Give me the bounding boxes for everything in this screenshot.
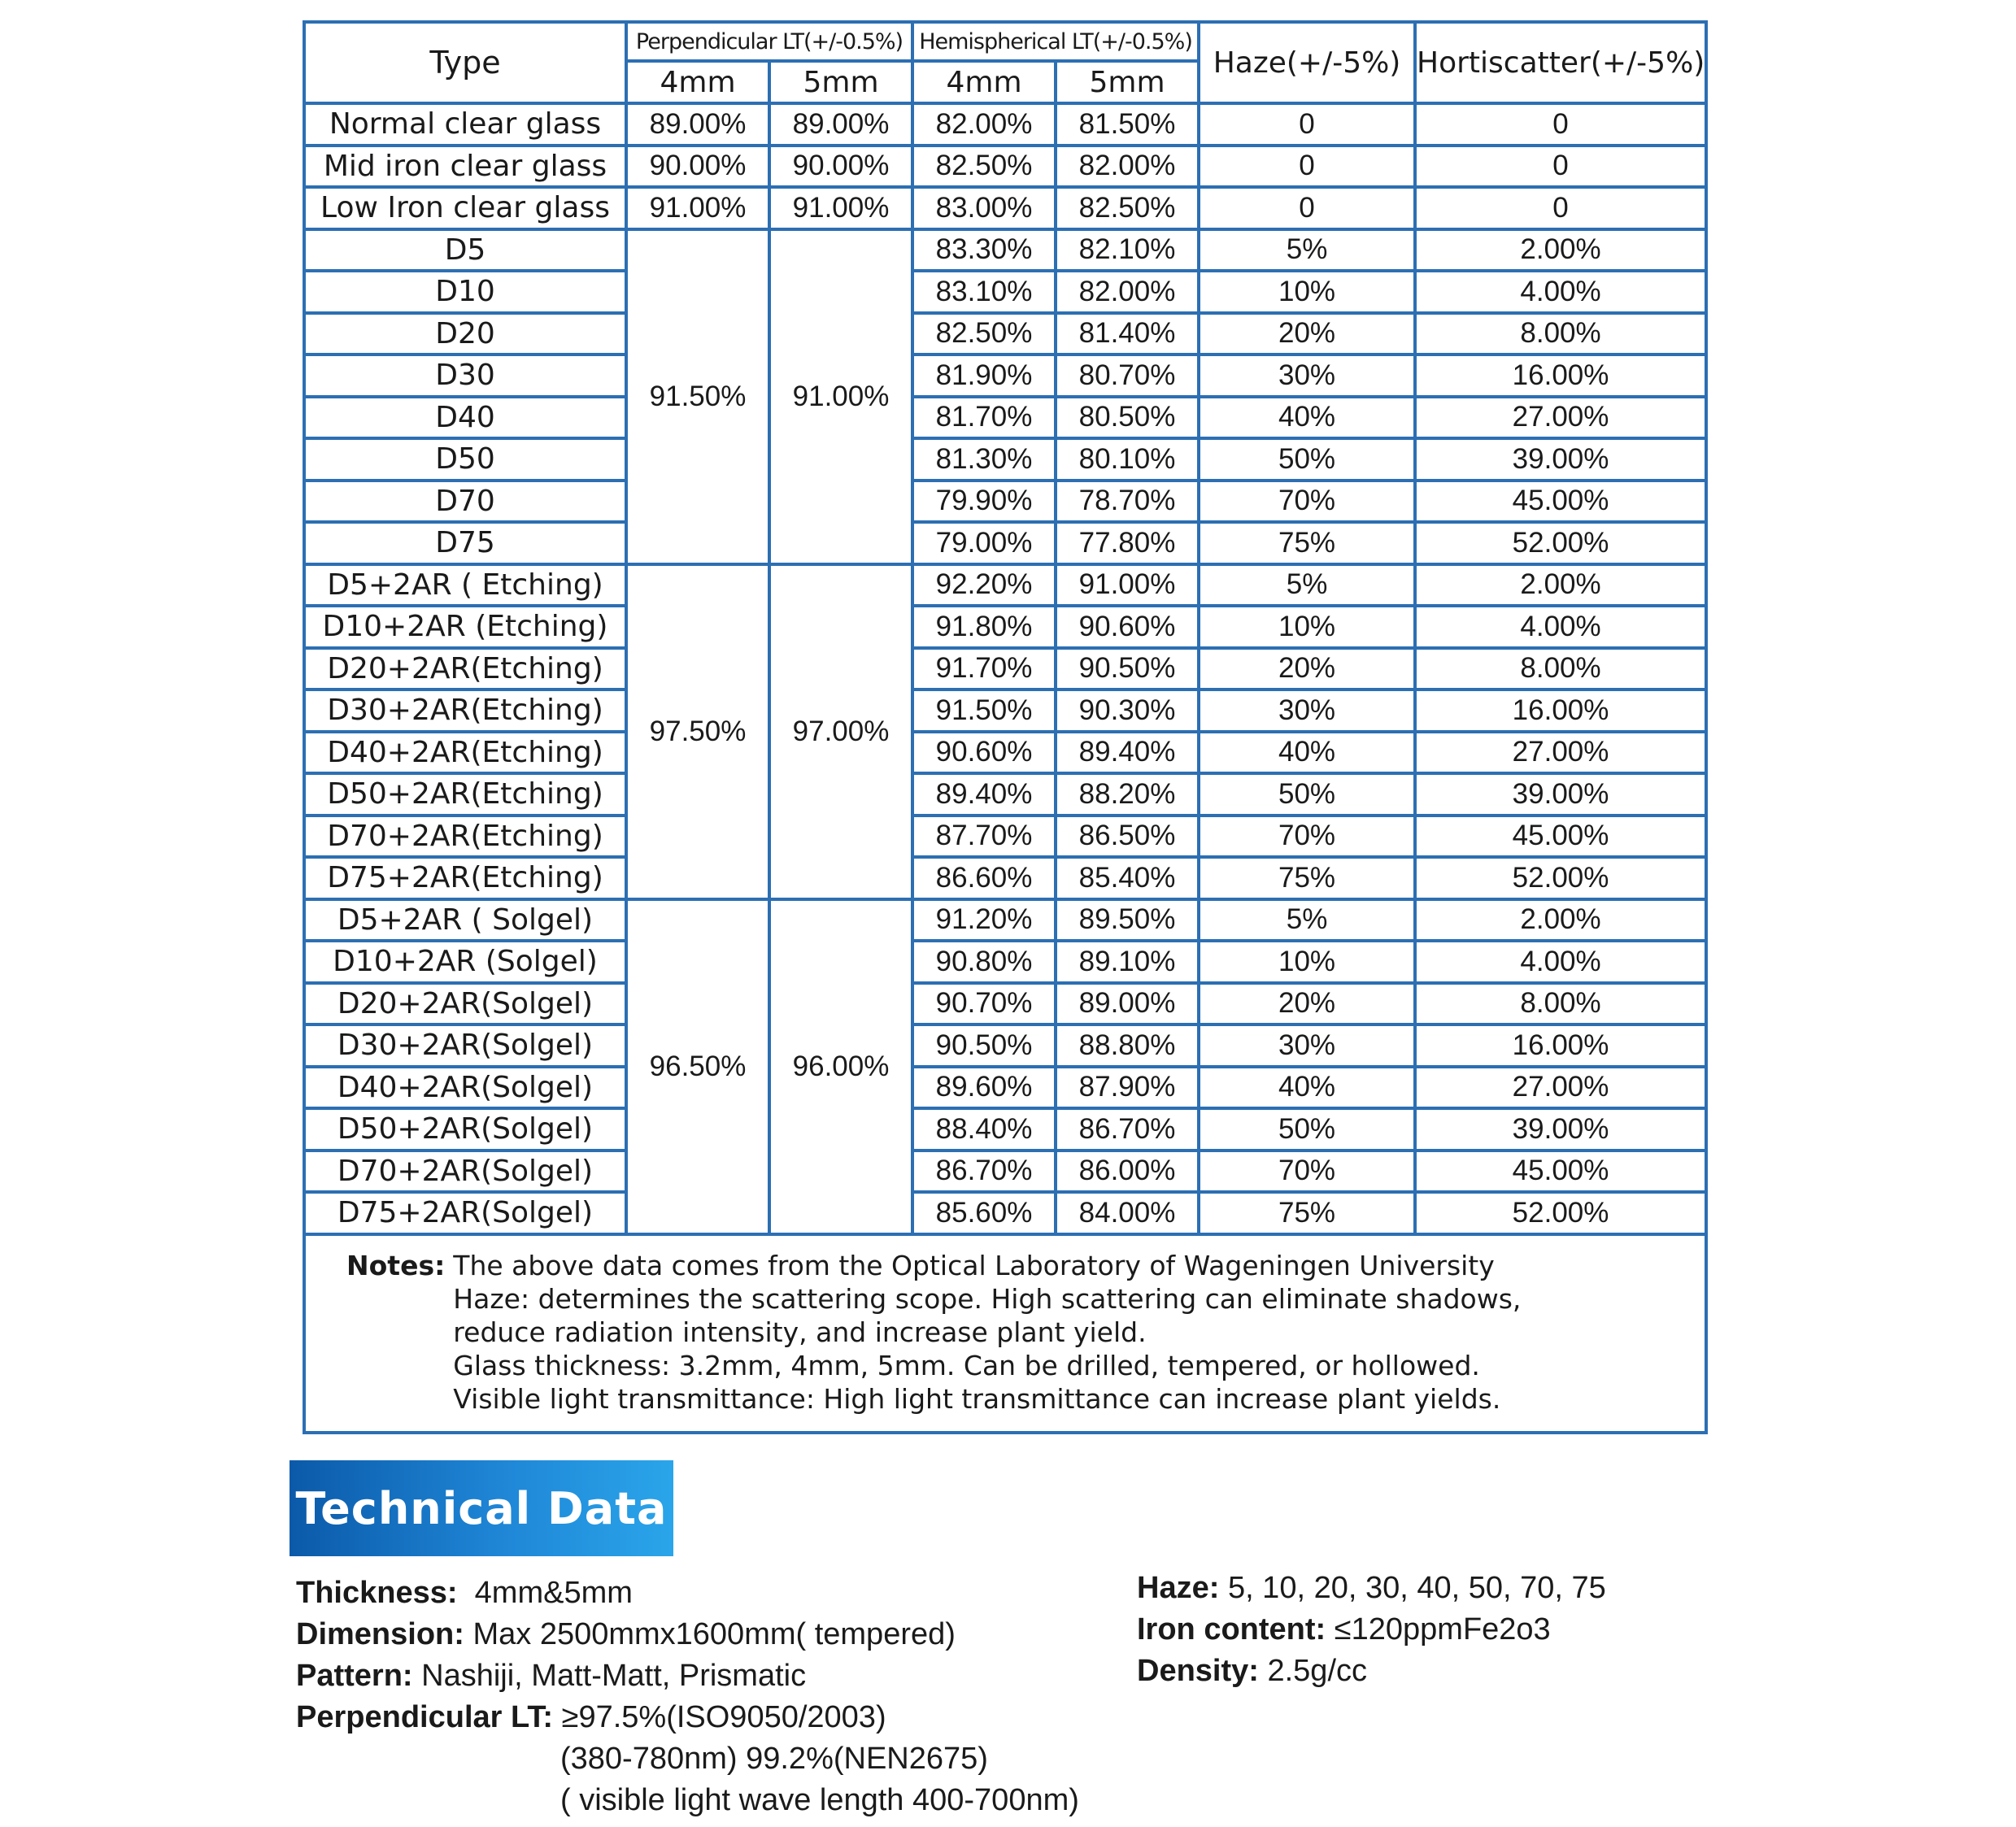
hortiscatter-cell: 39.00%: [1415, 773, 1706, 816]
type-cell: D40+2AR(Etching): [304, 732, 626, 774]
table-row: [304, 1151, 1706, 1193]
haze-value: 5, 10, 20, 30, 40, 50, 70, 75: [1227, 1571, 1606, 1605]
table-row: [304, 1067, 1706, 1109]
haze-cell: 10%: [1199, 606, 1415, 648]
dimension-value: Max 2500mmx1600mm( tempered): [472, 1617, 956, 1651]
hemispherical-5mm-cell: 86.70%: [1056, 1108, 1199, 1151]
hortiscatter-cell: 2.00%: [1415, 899, 1706, 942]
perpendicular-4mm-cell: 91.50%: [626, 229, 769, 564]
hemispherical-4mm-cell: 86.70%: [912, 1151, 1056, 1193]
table-row: [304, 271, 1706, 313]
type-cell: D5: [304, 229, 626, 272]
hemispherical-4mm-cell: 90.70%: [912, 983, 1056, 1025]
table-row: [304, 313, 1706, 355]
hemispherical-4mm-cell: 86.60%: [912, 857, 1056, 899]
type-cell: D70: [304, 481, 626, 523]
type-cell: D50+2AR(Solgel): [304, 1108, 626, 1151]
hemispherical-4mm-cell: 90.80%: [912, 941, 1056, 983]
hortiscatter-cell: 27.00%: [1415, 1067, 1706, 1109]
density-label: Density:: [1137, 1654, 1259, 1688]
haze-cell: 30%: [1199, 689, 1415, 732]
perpendicular-value-line-3: ( visible light wave length 400-700nm): [560, 1783, 1079, 1817]
hemispherical-5mm-cell: 80.50%: [1056, 397, 1199, 439]
type-cell: Low Iron clear glass: [304, 187, 626, 229]
header-type: Type: [304, 22, 626, 103]
hortiscatter-cell: 0: [1415, 187, 1706, 229]
haze-label: Haze:: [1137, 1571, 1220, 1605]
hemispherical-5mm-cell: 81.40%: [1056, 313, 1199, 355]
hemispherical-5mm-cell: 88.80%: [1056, 1024, 1199, 1067]
type-cell: D20+2AR(Etching): [304, 648, 626, 690]
type-cell: D20: [304, 313, 626, 355]
spec-table: [303, 20, 1708, 1434]
hemispherical-4mm-cell: 91.50%: [912, 689, 1056, 732]
hemispherical-5mm-cell: 82.50%: [1056, 187, 1199, 229]
hortiscatter-cell: 45.00%: [1415, 481, 1706, 523]
perpendicular-5mm-cell: 90.00%: [769, 146, 912, 188]
table-row: [304, 438, 1706, 481]
hemispherical-4mm-cell: 82.50%: [912, 146, 1056, 188]
header-hortiscatter: Hortiscatter(+/-5%): [1415, 22, 1706, 103]
hortiscatter-cell: 45.00%: [1415, 816, 1706, 858]
table-row: [304, 187, 1706, 229]
perpendicular-4mm-cell: 91.00%: [626, 187, 769, 229]
pattern-value: Nashiji, Matt-Matt, Prismatic: [421, 1659, 807, 1693]
table-row: [304, 1024, 1706, 1067]
perpendicular-value-line-2: (380-780nm) 99.2%(NEN2675): [560, 1742, 988, 1776]
hortiscatter-cell: 16.00%: [1415, 355, 1706, 397]
haze-cell: 10%: [1199, 271, 1415, 313]
hemispherical-5mm-cell: 90.30%: [1056, 689, 1199, 732]
type-cell: D75+2AR(Solgel): [304, 1192, 626, 1234]
hemispherical-5mm-cell: 91.00%: [1056, 564, 1199, 607]
table-row: [304, 1192, 1706, 1234]
haze-cell: 0: [1199, 187, 1415, 229]
hemispherical-4mm-cell: 90.60%: [912, 732, 1056, 774]
table-row: [304, 648, 1706, 690]
hemispherical-4mm-cell: 82.00%: [912, 103, 1056, 146]
perpendicular-5mm-cell: 89.00%: [769, 103, 912, 146]
hemispherical-5mm-cell: 89.40%: [1056, 732, 1199, 774]
type-cell: D70+2AR(Etching): [304, 816, 626, 858]
haze-cell: 20%: [1199, 983, 1415, 1025]
notes-line: Glass thickness: 3.2mm, 4mm, 5mm. Can be drilled, tempered, or hollowed.: [453, 1349, 1480, 1381]
hortiscatter-cell: 8.00%: [1415, 313, 1706, 355]
haze-cell: 30%: [1199, 355, 1415, 397]
type-cell: D10: [304, 271, 626, 313]
type-cell: D75+2AR(Etching): [304, 857, 626, 899]
type-cell: D70+2AR(Solgel): [304, 1151, 626, 1193]
hortiscatter-cell: 8.00%: [1415, 983, 1706, 1025]
density-line: [1137, 1651, 1606, 1692]
hemispherical-4mm-cell: 91.20%: [912, 899, 1056, 942]
haze-cell: 30%: [1199, 1024, 1415, 1067]
haze-cell: 0: [1199, 146, 1415, 188]
type-cell: D40+2AR(Solgel): [304, 1067, 626, 1109]
perpendicular-4mm-cell: 89.00%: [626, 103, 769, 146]
iron-label: Iron content:: [1137, 1612, 1326, 1646]
hortiscatter-cell: 16.00%: [1415, 1024, 1706, 1067]
hemispherical-4mm-cell: 91.80%: [912, 606, 1056, 648]
thickness-line: [296, 1573, 1079, 1614]
density-value: 2.5g/cc: [1267, 1654, 1368, 1688]
dimension-label: Dimension:: [296, 1617, 464, 1651]
hemispherical-4mm-cell: 90.50%: [912, 1024, 1056, 1067]
perpendicular-label: Perpendicular LT:: [296, 1700, 554, 1734]
hemispherical-5mm-cell: 85.40%: [1056, 857, 1199, 899]
hemispherical-4mm-cell: 81.90%: [912, 355, 1056, 397]
thickness-label: Thickness:: [296, 1576, 458, 1610]
table-row: [304, 229, 1706, 272]
haze-cell: 75%: [1199, 1192, 1415, 1234]
table-row: [304, 732, 1706, 774]
haze-cell: 5%: [1199, 229, 1415, 272]
hemispherical-4mm-cell: 92.20%: [912, 564, 1056, 607]
notes-label: Notes:: [346, 1249, 446, 1281]
type-cell: D30+2AR(Etching): [304, 689, 626, 732]
hemispherical-4mm-cell: 81.70%: [912, 397, 1056, 439]
type-cell: D30+2AR(Solgel): [304, 1024, 626, 1067]
perpendicular-value: ≥97.5%(ISO9050/2003): [561, 1700, 886, 1734]
notes-line: Haze: determines the scattering scope. High scattering can eliminate shadows,: [453, 1282, 1522, 1315]
header-perpendicular: Perpendicular LT(+/-0.5%): [626, 22, 912, 61]
iron-value: ≤120ppmFe2o3: [1334, 1612, 1551, 1646]
hemispherical-5mm-cell: 87.90%: [1056, 1067, 1199, 1109]
hemispherical-5mm-cell: 86.00%: [1056, 1151, 1199, 1193]
haze-cell: 5%: [1199, 899, 1415, 942]
hemispherical-5mm-cell: 90.60%: [1056, 606, 1199, 648]
hortiscatter-cell: 27.00%: [1415, 397, 1706, 439]
haze-cell: 40%: [1199, 732, 1415, 774]
hemispherical-5mm-cell: 82.10%: [1056, 229, 1199, 272]
type-cell: D10+2AR (Solgel): [304, 941, 626, 983]
hortiscatter-cell: 2.00%: [1415, 229, 1706, 272]
hemispherical-4mm-cell: 88.40%: [912, 1108, 1056, 1151]
haze-cell: 40%: [1199, 1067, 1415, 1109]
haze-cell: 50%: [1199, 773, 1415, 816]
perpendicular-line: [296, 1697, 1079, 1738]
technical-specs-right: [1137, 1568, 1606, 1692]
header-hemi-4mm: 4mm: [912, 61, 1056, 103]
table-row: [304, 397, 1706, 439]
table-row: [304, 689, 1706, 732]
hemispherical-4mm-cell: 79.90%: [912, 481, 1056, 523]
type-cell: Mid iron clear glass: [304, 146, 626, 188]
hemispherical-5mm-cell: 82.00%: [1056, 146, 1199, 188]
table-body: [304, 103, 1706, 1234]
haze-cell: 75%: [1199, 857, 1415, 899]
hemispherical-4mm-cell: 83.30%: [912, 229, 1056, 272]
table-row: [304, 773, 1706, 816]
haze-cell: 10%: [1199, 941, 1415, 983]
perpendicular-5mm-cell: 97.00%: [769, 564, 912, 899]
hortiscatter-cell: 52.00%: [1415, 1192, 1706, 1234]
header-perp-5mm: 5mm: [769, 61, 912, 103]
dimension-line: [296, 1614, 1079, 1655]
technical-data-title: Technical Data: [295, 1482, 668, 1534]
iron-line: [1137, 1609, 1606, 1651]
table-row: [304, 103, 1706, 146]
haze-line: [1137, 1568, 1606, 1609]
type-cell: D20+2AR(Solgel): [304, 983, 626, 1025]
haze-cell: 70%: [1199, 481, 1415, 523]
hemispherical-4mm-cell: 91.70%: [912, 648, 1056, 690]
pattern-label: Pattern:: [296, 1659, 413, 1693]
notes: [346, 1249, 1705, 1416]
hortiscatter-cell: 4.00%: [1415, 271, 1706, 313]
haze-cell: 20%: [1199, 313, 1415, 355]
hemispherical-4mm-cell: 83.00%: [912, 187, 1056, 229]
table-row: [304, 146, 1706, 188]
hemispherical-4mm-cell: 89.60%: [912, 1067, 1056, 1109]
haze-cell: 50%: [1199, 1108, 1415, 1151]
hemispherical-5mm-cell: 84.00%: [1056, 1192, 1199, 1234]
perpendicular-5mm-cell: 91.00%: [769, 229, 912, 564]
perpendicular-5mm-cell: 91.00%: [769, 187, 912, 229]
haze-cell: 70%: [1199, 816, 1415, 858]
haze-cell: 50%: [1199, 438, 1415, 481]
type-cell: D50: [304, 438, 626, 481]
table-row: [304, 522, 1706, 564]
header-perp-4mm: 4mm: [626, 61, 769, 103]
hemispherical-5mm-cell: 81.50%: [1056, 103, 1199, 146]
haze-cell: 5%: [1199, 564, 1415, 607]
header-hemispherical: Hemispherical LT(+/-0.5%): [912, 22, 1199, 61]
perpendicular-5mm-cell: 96.00%: [769, 899, 912, 1234]
hemispherical-5mm-cell: 89.10%: [1056, 941, 1199, 983]
hortiscatter-cell: 52.00%: [1415, 857, 1706, 899]
technical-specs-left: [296, 1573, 1079, 1821]
hemispherical-4mm-cell: 81.30%: [912, 438, 1056, 481]
haze-cell: 70%: [1199, 1151, 1415, 1193]
hemispherical-4mm-cell: 83.10%: [912, 271, 1056, 313]
table-row: [304, 481, 1706, 523]
table-row: [304, 606, 1706, 648]
hemispherical-5mm-cell: 86.50%: [1056, 816, 1199, 858]
hortiscatter-cell: 8.00%: [1415, 648, 1706, 690]
perpendicular-4mm-cell: 90.00%: [626, 146, 769, 188]
notes-lines: [453, 1249, 1521, 1416]
haze-cell: 20%: [1199, 648, 1415, 690]
hemispherical-4mm-cell: 87.70%: [912, 816, 1056, 858]
table-row: [304, 816, 1706, 858]
hortiscatter-cell: 2.00%: [1415, 564, 1706, 607]
hortiscatter-cell: 27.00%: [1415, 732, 1706, 774]
notes-line: Visible light transmittance: High light transmittance can increase plant yields.: [453, 1382, 1501, 1415]
table-row: [304, 899, 1706, 942]
table-row: [304, 564, 1706, 607]
table-row: [304, 355, 1706, 397]
hemispherical-5mm-cell: 78.70%: [1056, 481, 1199, 523]
hortiscatter-cell: 39.00%: [1415, 438, 1706, 481]
thickness-value: 4mm&5mm: [474, 1576, 633, 1610]
hortiscatter-cell: 4.00%: [1415, 606, 1706, 648]
type-cell: Normal clear glass: [304, 103, 626, 146]
header-haze: Haze(+/-5%): [1199, 22, 1415, 103]
hemispherical-4mm-cell: 79.00%: [912, 522, 1056, 564]
type-cell: D5+2AR ( Etching): [304, 564, 626, 607]
perpendicular-4mm-cell: 97.50%: [626, 564, 769, 899]
header-hemi-5mm: 5mm: [1056, 61, 1199, 103]
perpendicular-4mm-cell: 96.50%: [626, 899, 769, 1234]
notes-cell: [304, 1234, 1706, 1433]
table-row: [304, 1108, 1706, 1151]
hemispherical-4mm-cell: 85.60%: [912, 1192, 1056, 1234]
table-row: [304, 983, 1706, 1025]
hemispherical-5mm-cell: 90.50%: [1056, 648, 1199, 690]
hemispherical-5mm-cell: 80.10%: [1056, 438, 1199, 481]
haze-cell: 75%: [1199, 522, 1415, 564]
technical-data-banner: [290, 1460, 673, 1556]
hemispherical-5mm-cell: 89.50%: [1056, 899, 1199, 942]
notes-line: reduce radiation intensity, and increase plant yield.: [453, 1316, 1147, 1348]
hemispherical-5mm-cell: 88.20%: [1056, 773, 1199, 816]
type-cell: D5+2AR ( Solgel): [304, 899, 626, 942]
hortiscatter-cell: 4.00%: [1415, 941, 1706, 983]
hemispherical-4mm-cell: 89.40%: [912, 773, 1056, 816]
hortiscatter-cell: 0: [1415, 103, 1706, 146]
hortiscatter-cell: 16.00%: [1415, 689, 1706, 732]
table-row: [304, 941, 1706, 983]
hortiscatter-cell: 39.00%: [1415, 1108, 1706, 1151]
pattern-line: [296, 1655, 1079, 1697]
notes-line: The above data comes from the Optical Laboratory of Wageningen University: [453, 1249, 1495, 1281]
haze-cell: 40%: [1199, 397, 1415, 439]
type-cell: D30: [304, 355, 626, 397]
hemispherical-4mm-cell: 82.50%: [912, 313, 1056, 355]
hortiscatter-cell: 52.00%: [1415, 522, 1706, 564]
hemispherical-5mm-cell: 80.70%: [1056, 355, 1199, 397]
type-cell: D50+2AR(Etching): [304, 773, 626, 816]
type-cell: D10+2AR (Etching): [304, 606, 626, 648]
table-row: [304, 857, 1706, 899]
haze-cell: 0: [1199, 103, 1415, 146]
hemispherical-5mm-cell: 89.00%: [1056, 983, 1199, 1025]
type-cell: D75: [304, 522, 626, 564]
type-cell: D40: [304, 397, 626, 439]
hemispherical-5mm-cell: 82.00%: [1056, 271, 1199, 313]
hortiscatter-cell: 0: [1415, 146, 1706, 188]
hortiscatter-cell: 45.00%: [1415, 1151, 1706, 1193]
hemispherical-5mm-cell: 77.80%: [1056, 522, 1199, 564]
